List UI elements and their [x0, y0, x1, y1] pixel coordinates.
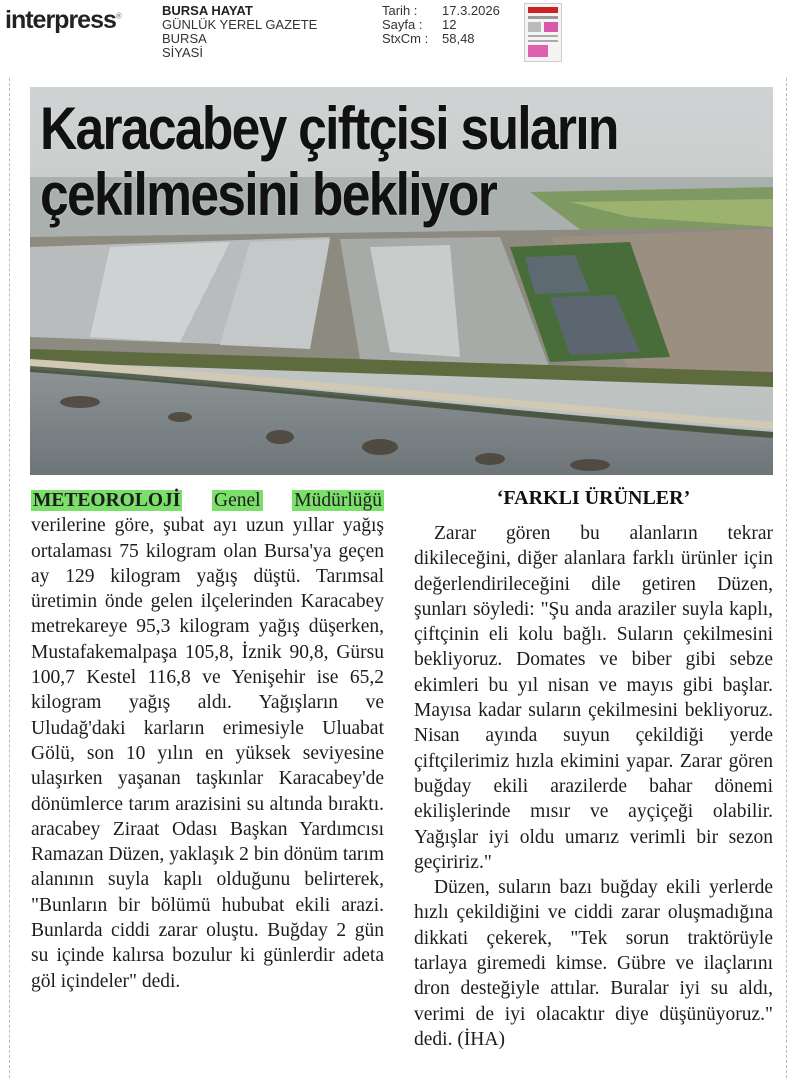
article-column-right: [414, 521, 773, 1052]
headline: [40, 96, 745, 228]
right-paragraph-1: Zarar gören bu alanların tekrar dikileceğini, diğer alanlara farklı ürünler için değerlendirileceğini dile getiren Düzen, şunları söyledi: "Şu anda araziler suyla kaplı, çiftçinin eli kolu bağlı. Suların çekilmesini bekliyoruz. Domates ve biber gibi sebze ekimleri bu yıl nisan ve mayıs gibi başlar. Mayısa kadar suların çekilmesini bekliyoruz. Nisan ayında suyun çekildiği yerde çiftçilerimiz hızla ekimini yapar. Zarar gören buğday ekili arazilerde bahar dönemi ekilişlerinde mısır ve ayçiçeği olabilir. Yağışlar iyi oldu umarız verimli bir sezon geçiririz.": [414, 523, 773, 873]
clipping-meta: [382, 4, 500, 46]
subheading: ‘FARKLI ÜRÜNLER’: [496, 487, 691, 509]
lead-paragraph: [31, 488, 384, 994]
stxcm-label: StxCm :: [382, 31, 429, 46]
page-thumbnail[interactable]: [524, 3, 562, 62]
page-value: 12: [442, 17, 457, 32]
stxcm-value: 58,48: [442, 31, 475, 46]
lead-highlight-3: Müdürlüğü: [294, 490, 383, 511]
clipping-header: [0, 0, 794, 72]
publication-info: [162, 4, 317, 60]
article-column-left: [31, 488, 384, 994]
headline-line-1: Karacabey çiftçisi suların: [40, 95, 618, 162]
date-label: Tarih :: [382, 3, 418, 18]
publication-name: BURSA HAYAT: [162, 3, 253, 18]
interpress-logo: interpress®: [5, 6, 121, 34]
left-body-text: verilerine göre, şubat ayı uzun yıllar yağış ortalaması 75 kilogram olan Bursa'ya geçen ay 129 kilogram yağış düştü. Tarımsal üretimin önde gelen ilçelerinden Karacabey metrekareye 95,3 kilogram yağış düşerken, Mustafakemalpaşa 105,8, İznik 90,8, Gürsu 100,7 Kestel 116,8 ve Yenişehir ise 65,2 kilogram yağış aldı. Yağışların ve Uludağ'daki karların erimesiyle Uluabat Gölü, son 10 yılın en yüksek seviyesine ulaşırken yaşanan taşkınlar Karacabey'de dönümlerce tarım arazisini su altında bıraktı. aracabey Ziraat Odası Başkan Yardımcısı Ramazan Düzen, yaklaşık 2 bin dönüm tarım alanının suyla kaplı olduğunu belirterek, "Bunların bir bölümü hububat ekili arazi. Bunlarda ciddi zarar oluştu. Buğday 2 gün su içinde kalırsa bozulur ki günlerdir adeta göl içindeler" dedi.: [31, 515, 384, 992]
date-value: 17.3.2026: [442, 3, 500, 18]
page-label: Sayfa :: [382, 17, 423, 32]
headline-line-2: çekilmesini bekliyor: [40, 161, 497, 228]
publication-type: GÜNLÜK YEREL GAZETE: [162, 17, 318, 32]
publication-city: BURSA: [162, 31, 207, 46]
lead-highlight-2: Genel: [214, 490, 261, 511]
lead-highlight-1: METEOROLOJİ: [33, 490, 181, 511]
publication-section: SİYASİ: [162, 45, 203, 60]
right-paragraph-2: Düzen, suların bazı buğday ekili yerlerde hızlı çekildiğini ve ciddi zarar oluşmadığına dikkati çekerek, "Tek sorun traktörüyle tarlaya giremedi kimse. Gübre ve ilaçlarını dron desteğiyle attılar. Buralar iyi su aldı, verimi de iyi olacaktır diye düşünüyoruz." dedi. (İHA): [414, 877, 773, 1050]
